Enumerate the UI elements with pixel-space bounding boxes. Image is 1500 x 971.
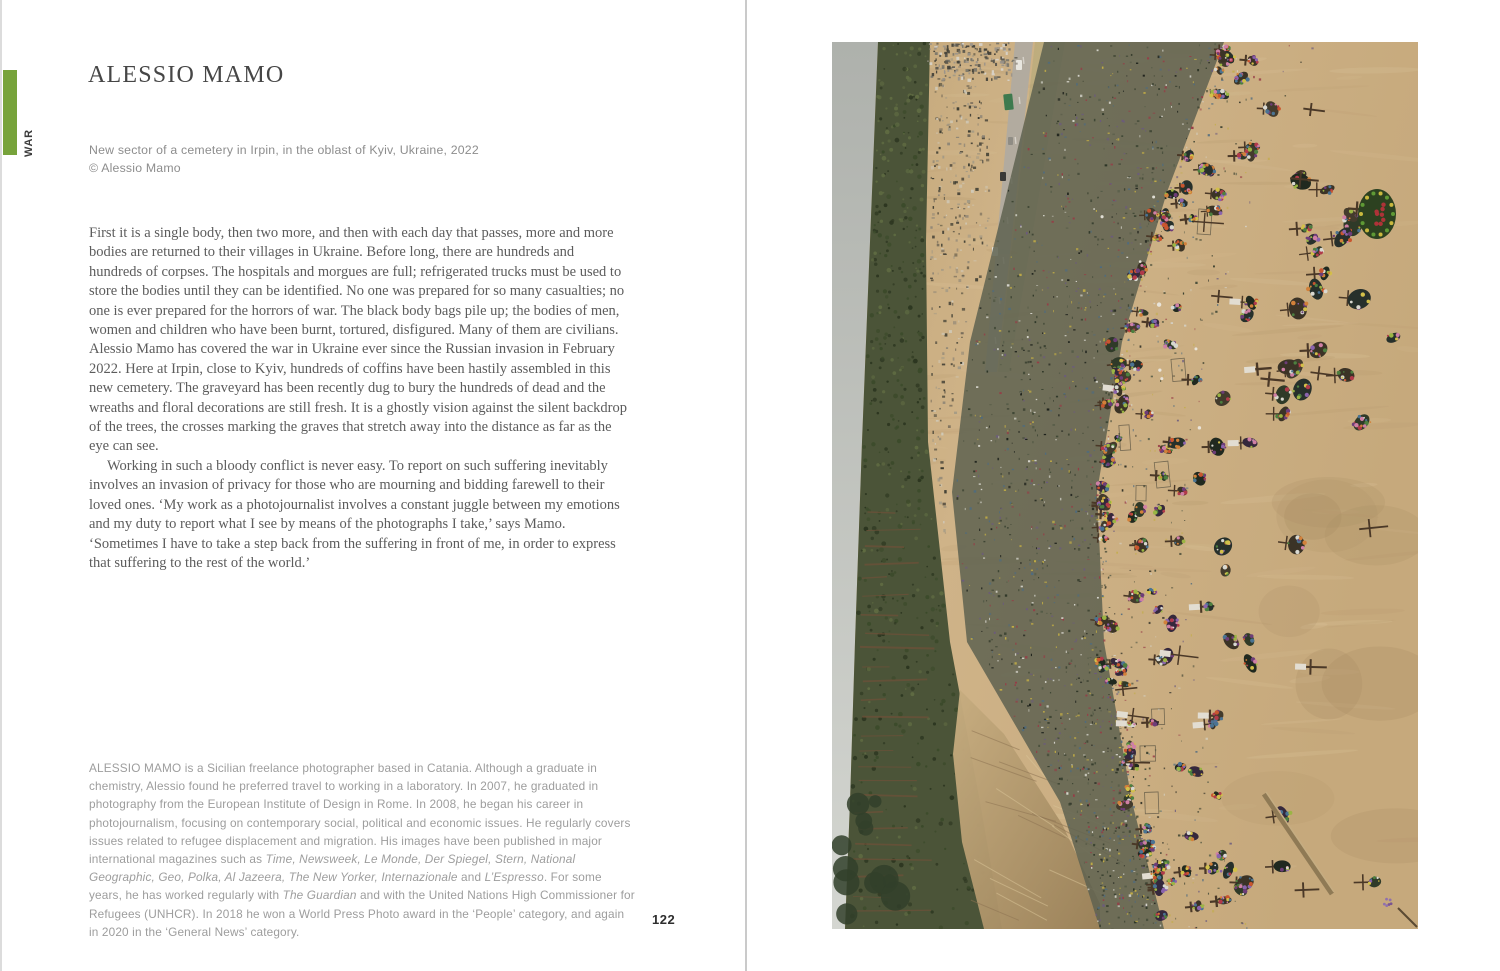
cemetery-photograph bbox=[832, 42, 1418, 929]
caption-line: New sector of a cemetery in Irpin, in the oblast of Kyiv, Ukraine, 2022 bbox=[89, 143, 479, 157]
page-left-edge bbox=[0, 0, 2, 971]
page-title: ALESSIO MAMO bbox=[88, 62, 285, 88]
cemetery-photo-rendering bbox=[832, 42, 1418, 929]
spine-gutter bbox=[745, 0, 747, 971]
photographer-biography: ALESSIO MAMO is a Sicilian freelance photographer based in Catania. Although a graduate in chemistry, Alessio found he preferred travel to working in a laboratory. In 2007, he graduated in photography from the European Institute of Design in Rome. In 2008, he began his career in photojournalism, focusing on contemporary social, political and economic issues. He regularly covers issues related to refugee displacement and migration. His images have been published in major international magazines such as Time, Newsweek, Le Monde, Der Spiegel, Stern, National Geographic, Geo, Polka, Al Jazeera, The New Yorker, Internazionale and L’Espresso. For some years, he has worked regularly with The Guardian and with the United Nations High Commissioner for Refugees (UNHCR). In 2018 he won a World Press Photo award in the ‘People’ category, and again in 2020 in the ‘General News’ category. bbox=[89, 761, 635, 939]
body-paragraph-2: Working in such a bloody conflict is never easy. To report on such suffering inevitably involves an invasion of privacy for those who are mourning and bidding farewell to their loved ones. ‘My work as a photojournalist involves a constant juggle between my emotions and my duty to report what I see by means of the photographs I take,’ says Mamo. ‘Sometimes I have to take a step back from the suffering in front of me, in order to express that suffering to the rest of the world.’ bbox=[89, 457, 620, 571]
photo-caption bbox=[89, 142, 479, 177]
section-label: WAR bbox=[23, 129, 35, 157]
page-number: 122 bbox=[652, 912, 676, 927]
caption-credit: © Alessio Mamo bbox=[89, 160, 181, 175]
body-paragraph-1: First it is a single body, then two more, and then with each day that passes, more and more bodies are returned to their villages in Ukraine. Before long, there are hundreds and hundreds of corpses. The hospitals and morgues are full; refrigerated trucks must be used to store the bodies until they can be identified. No one was prepared for so many casualties; no one is ever prepared for the horrors of war. The black body bags pile up; the bodies of men, women and children who have been burnt, tortured, disfigured. Many of them are civilians. Alessio Mamo has covered the war in Ukraine ever since the Russian invasion in February 2022. Here at Irpin, close to Kyiv, hundreds of coffins have been hastily assembled in this new cemetery. The graveyard has been recently dug to bury the hundreds of dead and the wreaths and floral decorations are still fresh. It is a ghostly vision against the silent backdrop of the trees, the crosses marking the graves that stretch away into the distance as far as the eye can see. bbox=[89, 225, 627, 455]
section-color-bar bbox=[3, 70, 17, 155]
article-body bbox=[89, 224, 629, 573]
